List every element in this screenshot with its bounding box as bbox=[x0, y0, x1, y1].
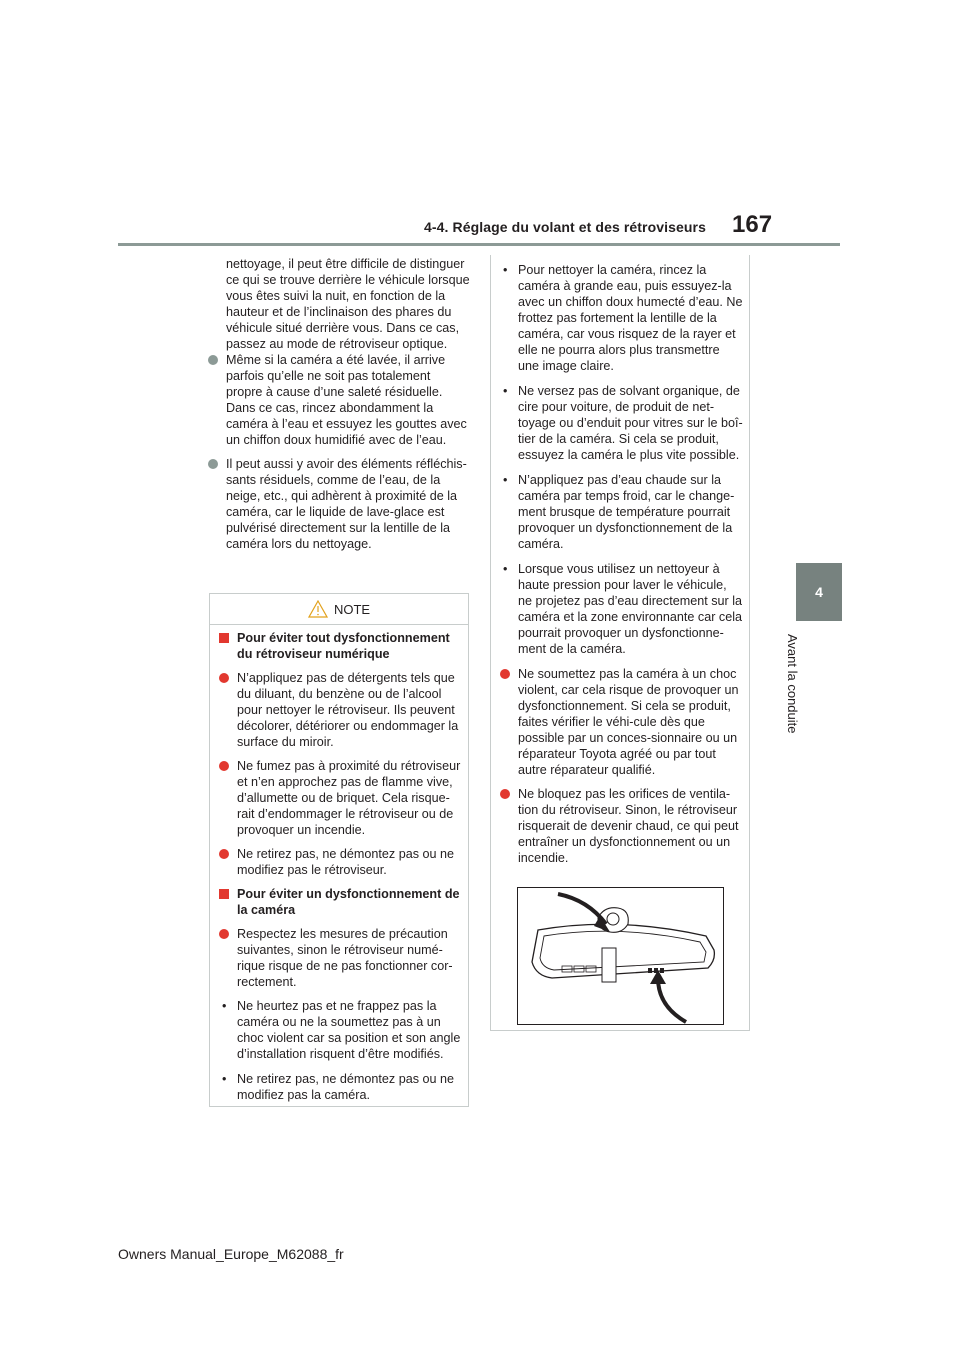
note-box bbox=[209, 593, 469, 1107]
header-rule bbox=[118, 243, 840, 246]
section-title: 4-4. Réglage du volant et des rétroviseurs bbox=[424, 219, 706, 235]
page-number: 167 bbox=[732, 211, 773, 238]
warning-triangle-icon bbox=[308, 600, 328, 618]
note-heading: Pour éviter tout dysfonctionnement du rétroviseur numérique bbox=[219, 630, 463, 662]
square-bullet-icon bbox=[219, 889, 229, 899]
list-item: Même si la caméra a été lavée, il arrive parfois qu’elle ne soit pas totalement propre à cause d’une saleté résiduelle. Dans ce cas, rincez abondamment la caméra à l’eau et essuyez les gouttes avec un chiffon doux humidifié avec de l’eau. bbox=[208, 352, 470, 448]
bullet-icon bbox=[500, 789, 510, 799]
mirror-drawing bbox=[518, 888, 723, 1024]
note-title: NOTE bbox=[333, 601, 371, 617]
chapter-tab: 4 bbox=[796, 563, 842, 621]
bullet-icon bbox=[219, 849, 229, 859]
list-item: Ne retirez pas, ne démontez pas ou ne modifiez pas le rétroviseur. bbox=[219, 846, 463, 878]
note-content bbox=[219, 630, 463, 1112]
list-item: Ne soumettez pas la caméra à un choc violent, car cela risque de provoquer un dysfonctionnement. Si cela se produit, faites vérifier le véhi-cule dès que possible par un conces-sionnaire ou un réparateur Toyota agréé ou par tout autre réparateur qualifié. bbox=[500, 666, 744, 778]
bullet-icon bbox=[208, 459, 218, 469]
note-content-continued bbox=[500, 262, 744, 874]
list-item: Respectez les mesures de précaution suivantes, sinon le rétroviseur numé-rique risque de ne pas fonctionner cor-rectement. bbox=[219, 926, 463, 990]
dash-item: • Pour nettoyer la caméra, rincez la caméra à grande eau, puis essuyez-la avec un chiffon doux humecté d’eau. Ne frottez pas fortement la lentille de la caméra, car vous risquez de la rayer et elle ne pourra alors plus transmettre une image claire. bbox=[503, 263, 743, 373]
dash-item: • Ne versez pas de solvant organique, de cire pour voiture, de produit de net-toyage ou d’enduit pour vitres sur le boî-tier de la caméra. Si cela se produit, essuyez la caméra le plus vite possible. bbox=[503, 384, 743, 462]
rear-view-mirror-illustration bbox=[517, 887, 724, 1025]
bullet-icon bbox=[219, 929, 229, 939]
note-heading: Pour éviter un dysfonctionnement de la caméra bbox=[219, 886, 463, 918]
dash-item: • N’appliquez pas d’eau chaude sur la caméra par temps froid, car le change-ment brusque de température pourrait provoquer un dysfonctionnement de la caméra. bbox=[503, 473, 735, 551]
list-item: Ne bloquez pas les orifices de ventila-tion du rétroviseur. Sinon, le rétroviseur risquerait de devenir chaud, ce qui peut entraîner un dysfonctionnement ou un incendie. bbox=[500, 786, 744, 866]
left-column bbox=[208, 256, 470, 560]
list-item: N’appliquez pas de détergents tels que du diluant, du benzène ou de l’alcool pour nettoyer le rétroviseur. Ils peuvent décolorer, détériorer ou endommager la surface du miroir. bbox=[219, 670, 463, 750]
bullet-icon bbox=[208, 355, 218, 365]
dash-item: • Ne heurtez pas et ne frappez pas la caméra ou ne la soumettez pas à un choc violent car sa position et son angle d’installation risquent d’être modifiés. bbox=[222, 999, 461, 1061]
note-header bbox=[210, 594, 468, 625]
intro-paragraph: nettoyage, il peut être difficile de distinguer ce qui se trouve derrière le véhicule lorsque vous êtes suivi la nuit, en fonction de la hauteur et de l’inclinaison des phares du véhicule situé derrière vous. Dans ce cas, passez au mode de rétroviseur optique. bbox=[226, 257, 470, 351]
bullet-icon bbox=[219, 673, 229, 683]
list-item: Ne fumez pas à proximité du rétroviseur et n’en approchez pas de flamme vive, d’allumette ou de briquet. Cela risque-rait d’endommager le rétroviseur ou de provoquer un incendie. bbox=[219, 758, 463, 838]
list-item: Il peut aussi y avoir des éléments réfléchis-sants résiduels, comme de l’eau, de la neige, etc., qui adhèrent à proximité de la caméra, car le liquide de lave-glace est pulvérisé directement sur la lentille de la caméra lors du nettoyage. bbox=[208, 456, 470, 552]
bullet-icon bbox=[219, 761, 229, 771]
square-bullet-icon bbox=[219, 633, 229, 643]
chapter-side-label: Avant la conduite bbox=[785, 634, 800, 734]
dash-item: • Lorsque vous utilisez un nettoyeur à haute pression pour laver le véhicule, ne projetez pas d’eau directement sur la caméra et la zone environnante car cela pourrait provoquer un dysfonctionne-ment de la caméra. bbox=[503, 562, 743, 656]
dash-item: • Ne retirez pas, ne démontez pas ou ne modifiez pas la caméra. bbox=[222, 1072, 455, 1102]
bullet-icon bbox=[500, 669, 510, 679]
footer-doc-name: Owners Manual_Europe_M62088_fr bbox=[118, 1246, 344, 1262]
